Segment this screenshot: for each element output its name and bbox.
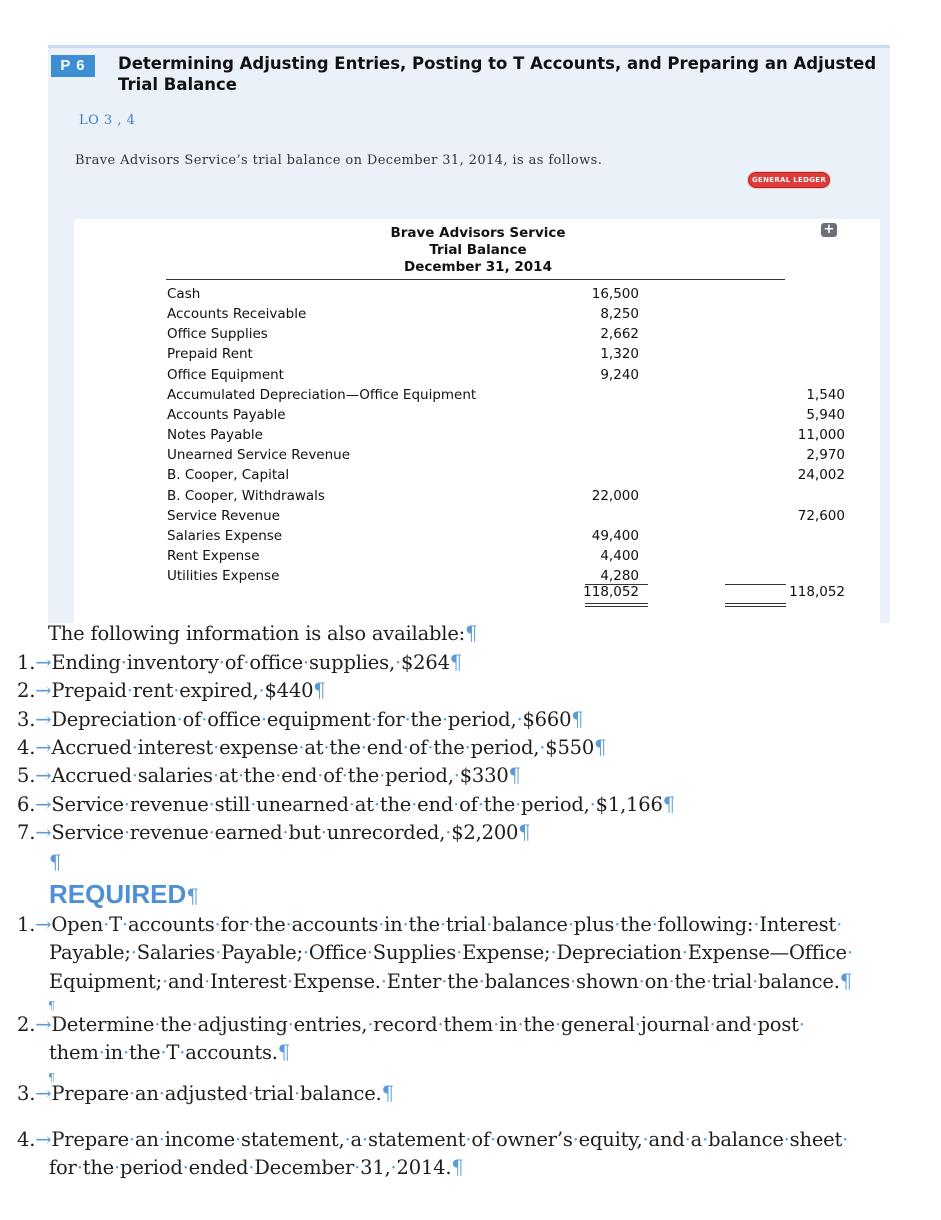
statement-name: Trial Balance [429, 242, 527, 258]
account-name: Cash [167, 286, 201, 302]
problem-title: Determining Adjusting Entries, Posting to T Accounts, and Preparing an Adjusted Trial Balance [118, 54, 877, 94]
credit-amount: 1,540 [806, 386, 845, 403]
general-ledger-button[interactable]: GENERAL LEDGER [748, 172, 830, 188]
table-row [167, 548, 787, 568]
list-item: 6.→Service·revenue·still·unearned·at·the·end·of·the·period,·$1,166¶ [17, 792, 675, 816]
problem-intro: Brave Advisors Service’s trial balance on December 31, 2014, is as follows. [75, 153, 603, 168]
statement-date: December 31, 2014 [404, 259, 552, 275]
list-item: 1.→Ending·inventory·of·office·supplies,·$264¶ [17, 651, 462, 674]
table-row [167, 467, 845, 487]
account-name: Accounts Payable [167, 406, 286, 423]
info-lead: The following information is also available:¶ [48, 622, 478, 645]
header-rule [166, 279, 785, 280]
credit-amount: 11,000 [797, 427, 845, 444]
debit-amount: 2,662 [600, 326, 639, 343]
trial-balance-panel [74, 219, 880, 623]
debit-amount: 9,240 [600, 366, 639, 383]
account-name: Office Supplies [167, 326, 268, 343]
table-row [167, 528, 787, 548]
table-row [167, 406, 845, 427]
debit-amount: 1,320 [600, 346, 639, 363]
table-row [167, 427, 845, 447]
debit-amount: 16,500 [591, 286, 639, 302]
account-name: B. Cooper, Withdrawals [167, 487, 325, 504]
account-name: Notes Payable [167, 427, 263, 444]
total-debit: 118,052 [583, 584, 639, 600]
credit-total-double-rule [725, 603, 786, 607]
list-item: 4.→Accrued·interest·expense·at·the·end·of·the·period,·$550¶ [17, 735, 607, 759]
learning-objectives: LO 3 , 4 [79, 113, 136, 128]
account-name: Utilities Expense [167, 568, 280, 585]
problem-number-badge: P 6 [51, 55, 95, 77]
credit-amount: 2,970 [806, 447, 845, 464]
table-row [167, 346, 787, 366]
account-name: B. Cooper, Capital [167, 467, 290, 484]
debit-total-double-rule [585, 603, 648, 607]
debit-amount: 22,000 [591, 487, 639, 504]
credit-amount: 72,600 [797, 507, 845, 524]
account-name: Service Revenue [167, 507, 280, 524]
table-row [167, 447, 845, 467]
table-row [167, 367, 787, 387]
account-name: Salaries Expense [167, 527, 283, 544]
account-name: Office Equipment [167, 366, 284, 383]
table-row [167, 286, 787, 306]
debit-amount: 49,400 [591, 527, 639, 544]
total-credit: 118,052 [789, 584, 845, 600]
account-name: Rent Expense [167, 547, 260, 564]
plus-icon[interactable]: + [821, 223, 837, 237]
list-item: 7.→Service·revenue·earned·but·unrecorded,·$2,200¶ [17, 820, 531, 844]
credit-amount: 5,940 [806, 406, 845, 423]
debit-amount: 4,280 [600, 568, 639, 585]
table-row [167, 488, 787, 508]
table-row [167, 326, 787, 346]
credit-amount: 24,002 [797, 467, 845, 484]
list-item: 2.→Prepaid·rent·expired,·$440¶ [17, 679, 326, 703]
trial-balance-header [333, 225, 623, 276]
account-name: Accounts Receivable [167, 306, 307, 323]
table-row [167, 306, 787, 326]
required-heading: REQUIRED¶ [49, 879, 199, 909]
company-name: Brave Advisors Service [390, 225, 566, 241]
empty-paragraph-mark: ¶ [48, 1070, 55, 1084]
total-row [167, 584, 845, 604]
empty-paragraph-mark: ¶ [48, 998, 55, 1012]
list-item: 5.→Accrued·salaries·at·the·end·of·the·period,·$330¶ [17, 764, 521, 788]
list-item: 3.→Depreciation·of·office·equipment·for·the·period,·$660¶ [17, 707, 584, 731]
problem-card [48, 45, 890, 623]
table-row [167, 507, 845, 528]
empty-paragraph-mark: ¶ [49, 851, 62, 874]
debit-amount: 4,400 [600, 547, 639, 564]
table-row [167, 386, 845, 407]
account-name: Unearned Service Revenue [167, 447, 351, 464]
account-name: Prepaid Rent [167, 346, 253, 363]
account-name: Accumulated Depreciation—Office Equipment [167, 386, 477, 403]
debit-amount: 8,250 [600, 306, 639, 323]
